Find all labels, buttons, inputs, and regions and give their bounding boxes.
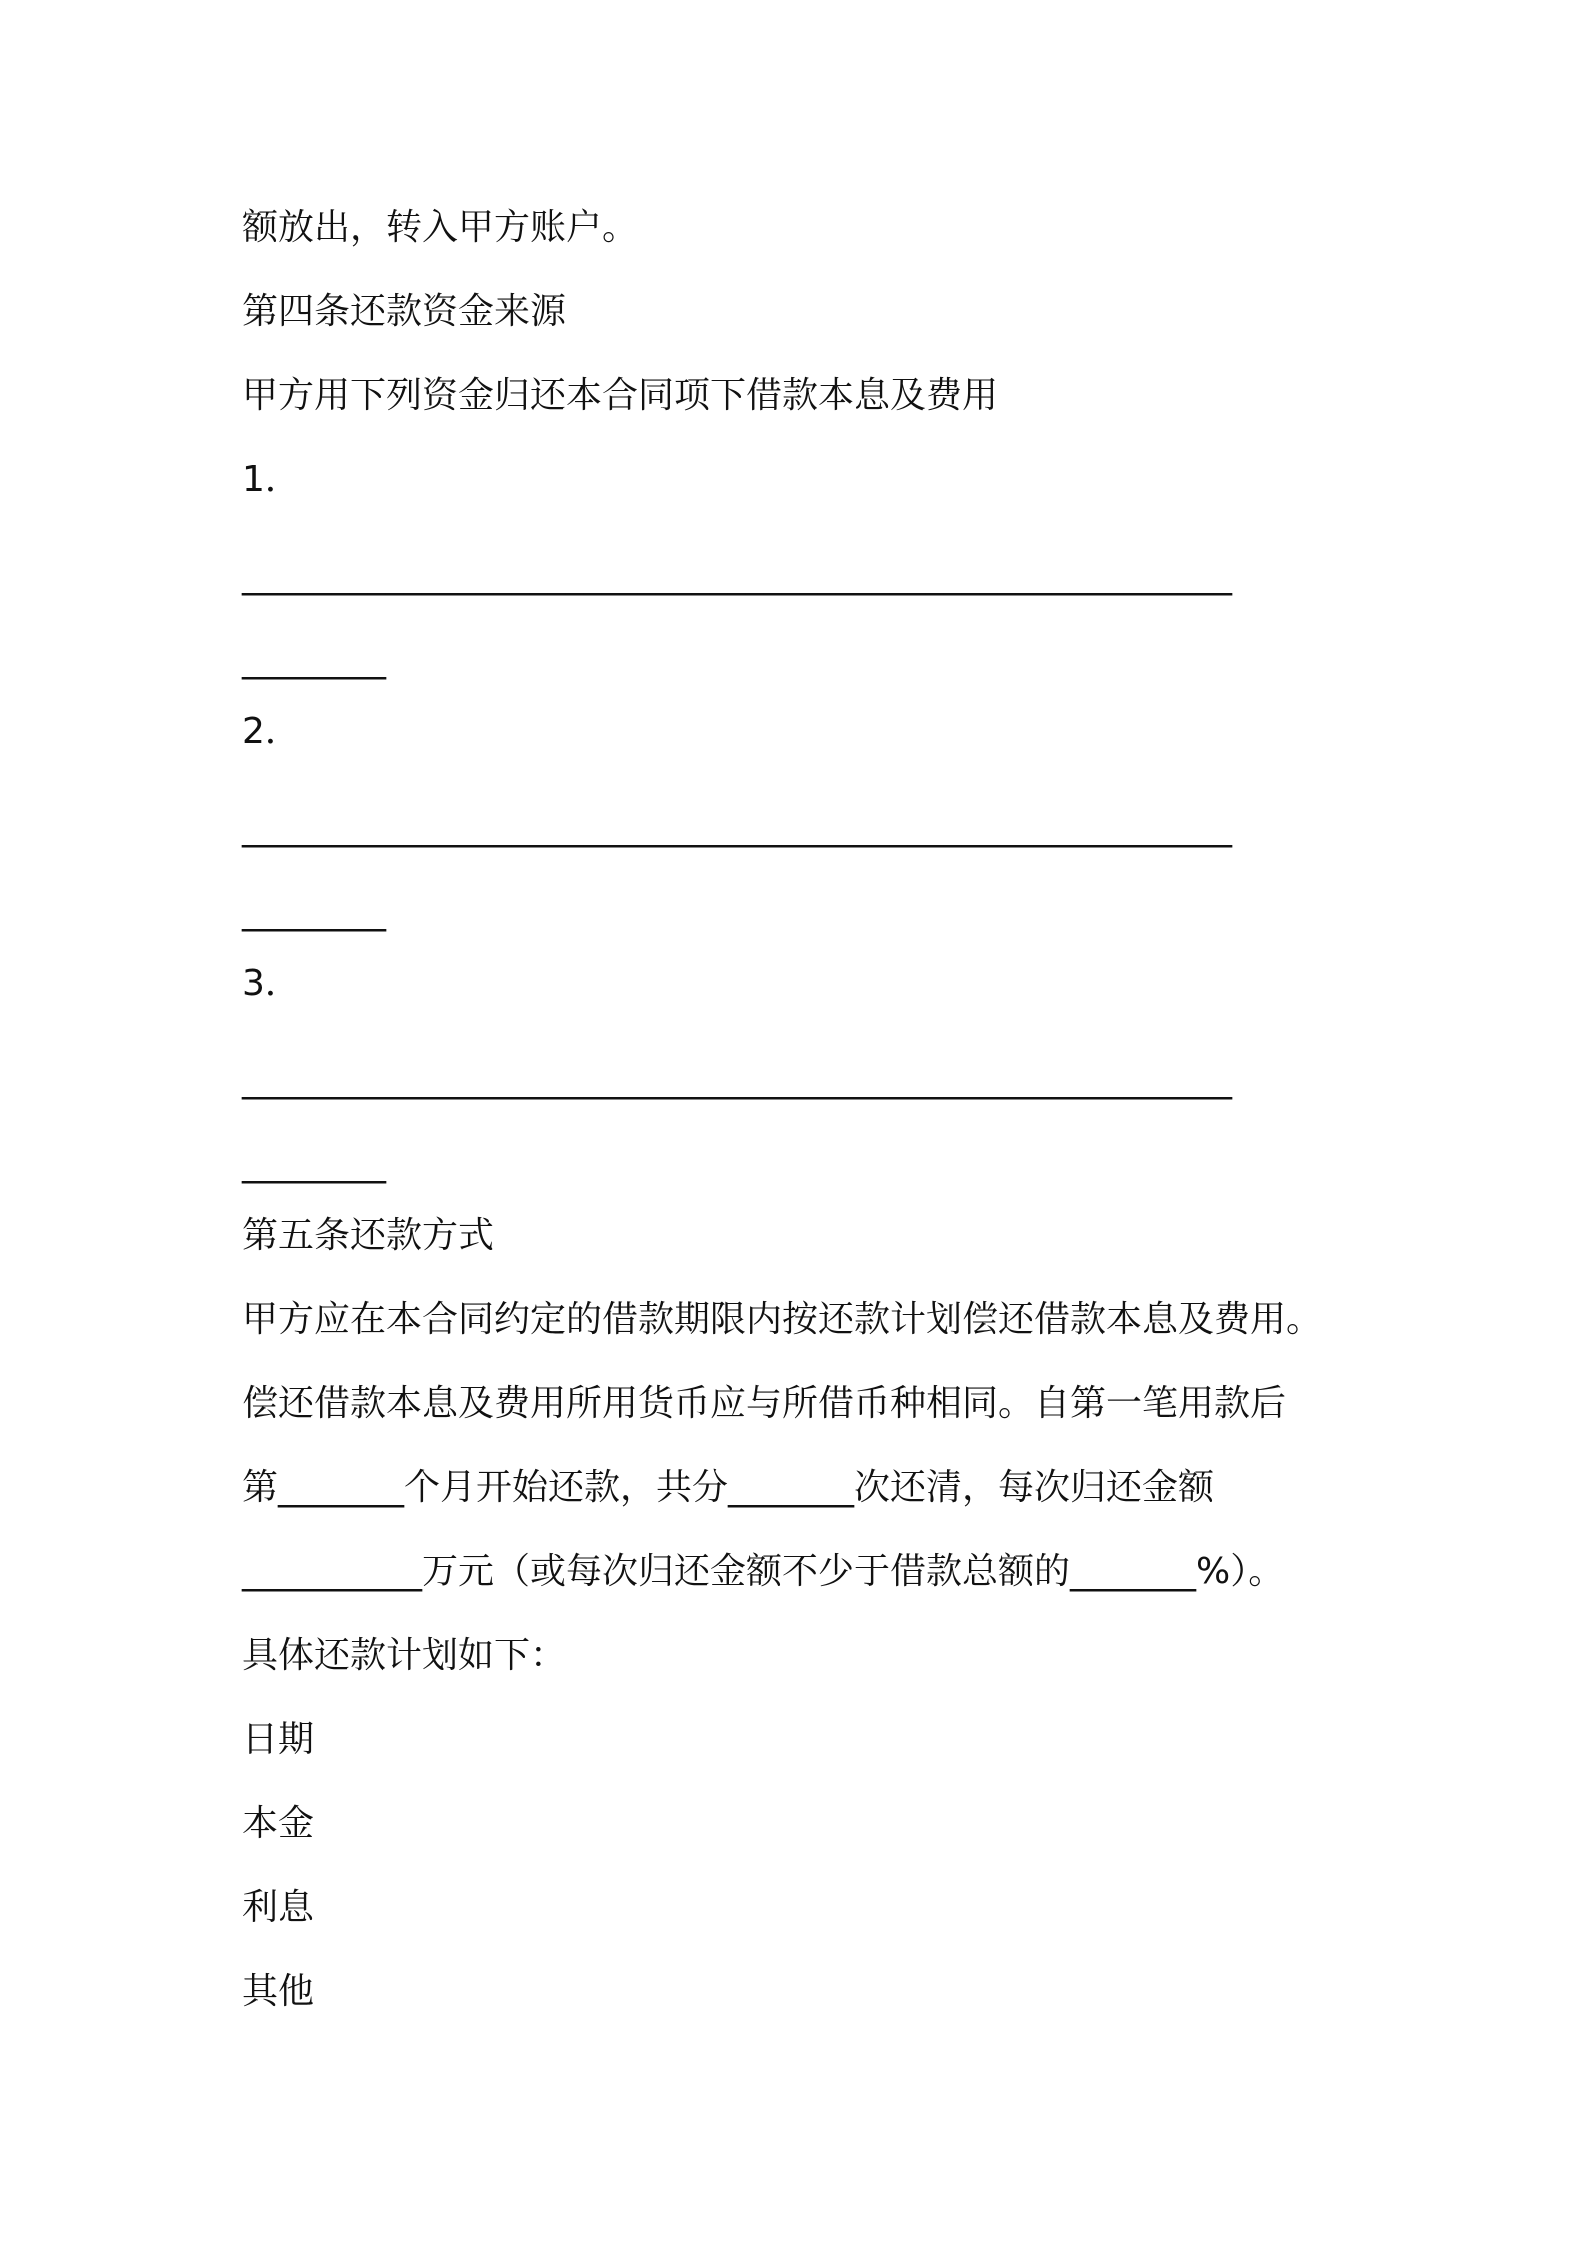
list-item-number-3: 3． [242,963,301,1004]
blank-line-3a: _______________________________________________________ [242,1059,1232,1100]
blank-line-1b: ________ [242,639,386,680]
blank-line-2a: _______________________________________________________ [242,807,1232,848]
section-heading-article-4: 第四条还款资金来源 [242,291,567,332]
schedule-label-date: 日期 [242,1719,315,1760]
blank-line-1a: _______________________________________________________ [242,555,1232,596]
text-line-16: 第_______个月开始还款，共分_______次还清，每次归还金额 [242,1467,1215,1508]
text-line-18: 具体还款计划如下： [242,1635,567,1676]
list-item-number-1: 1． [242,459,301,500]
section-heading-article-5: 第五条还款方式 [242,1215,495,1256]
text-line-1: 额放出，转入甲方账户。 [242,207,639,248]
schedule-label-principal: 本金 [242,1803,315,1844]
text-line-14: 甲方应在本合同约定的借款期限内按还款计划偿还借款本息及费用。 [242,1299,1323,1340]
schedule-label-other: 其他 [242,1971,315,2012]
blank-line-2b: ________ [242,891,386,932]
text-line-17: __________万元（或每次归还金额不少于借款总额的_______%）。 [242,1551,1285,1592]
text-line-15: 偿还借款本息及费用所用货币应与所借币种相同。自第一笔用款后 [242,1383,1287,1424]
schedule-label-interest: 利息 [242,1887,315,1928]
text-line-3: 甲方用下列资金归还本合同项下借款本息及费用 [242,375,999,416]
list-item-number-2: 2． [242,711,301,752]
blank-line-3b: ________ [242,1143,386,1184]
